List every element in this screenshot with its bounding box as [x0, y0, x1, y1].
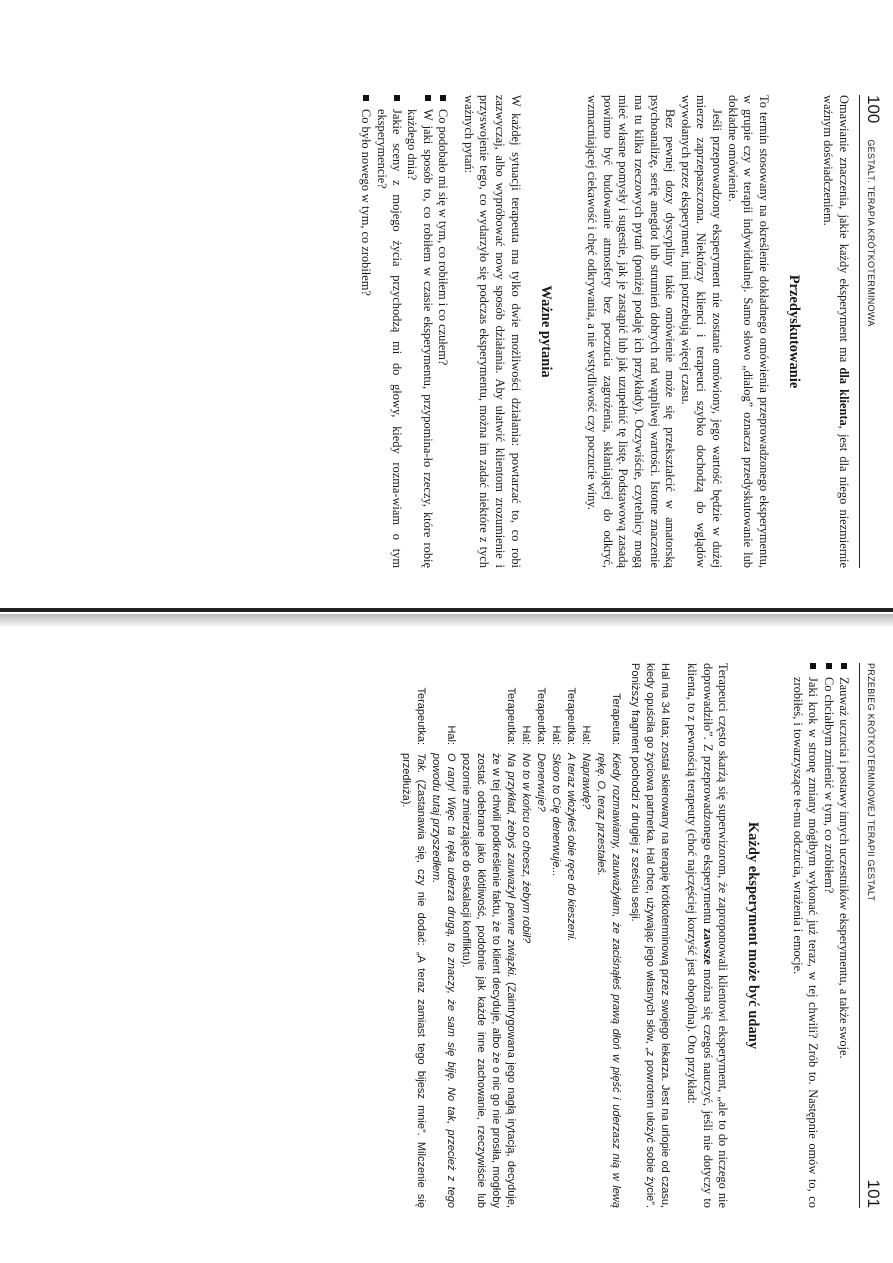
paragraph: To termin stosowany na określenie dokładnego omówienia przeprowadzonego eksperymentu, w grupie czy w terapii indywidualnej. Samo słowo „dialog” oznacza przedyskutowanie lub dokładne omówienie. [725, 95, 771, 568]
bullet-icon [841, 663, 847, 669]
dialogue-speaker: Terapeutka: [534, 687, 547, 745]
section-heading-wazne-pytania: Ważne pytania [537, 285, 554, 378]
list-item-text: Jakie sceny z mojego życia przychodzą mi do głowy, kiedy rozma-wiam o tym eksperymencie? [374, 109, 405, 568]
page-number: 101 [864, 1179, 883, 1208]
left-page-header [859, 95, 883, 568]
dialogue-speaker: Hal: [519, 725, 532, 745]
paragraph: Bez pewnej dozy dyscypliny takie omówienie może się przekształcić w amatorską psychoanalizę, serię anegdot lub strumień dobrych rad wątpliwej wartości. Istotne znaczenie ma tu kilka rzeczowych pytań (poniżej podaję ich przykłady). Oczywiście, czytelnicy mogą mieć własne pomysły i sugestie, jak je zastąpić lub jak uzupełnić tę listę. Podstawową zasadą powinno być budowanie atmosfery bez poczucia zagrożenia, skłaniającej do odkryć, wzmacniającej ciekawość i chęć odkrywania, a nie wstydliwość czy poczucie winy. [585, 95, 678, 568]
dialogue-line [548, 663, 563, 1208]
dialogue-speaker: Terapeuta: [609, 693, 622, 745]
dialogue-line [398, 663, 428, 1208]
dialogue-line [533, 663, 548, 1208]
spine-shadow [0, 614, 893, 628]
bullet-icon [810, 663, 816, 669]
list-item-text: Jaki krok w stronę zmiany mógłbym wykonać już teraz, w tej chwili? Zrób to. Następnie omów to, co zrobiłeś, i towarzyszące te-mu odczucia, wrażenia i emocje. [790, 677, 821, 1208]
dialogue-speaker: Hal: [444, 725, 457, 745]
dialogue-line [563, 663, 578, 1208]
paragraph-bold: zawsze [700, 928, 715, 965]
question-list [358, 95, 450, 568]
bullet-icon [363, 95, 369, 101]
utterance-italic: Tak. [414, 753, 427, 774]
question-list-continued [789, 663, 851, 1208]
list-item-text: Zauważ uczucia i postawy innych uczestników eksperymentu, a także swoje. [837, 677, 851, 1059]
book-spine [0, 608, 893, 612]
dialogue-line [458, 663, 518, 1208]
dialogue-speaker: Hal: [549, 725, 562, 745]
right-page-header [859, 663, 883, 1208]
running-title: GESTALT. TERAPIA KRÓTKOTERMINOWA [866, 139, 876, 327]
list-item [435, 95, 450, 568]
intro-paragraph [820, 95, 851, 568]
dialogue-line [518, 663, 533, 1208]
dialogue-utterance: Naprawdę? [579, 753, 592, 810]
intro-text-1: Omawianie znaczenia, jakie każdy eksperyment ma [837, 95, 851, 368]
dialogue-line [593, 663, 623, 1208]
paragraph-text: Terapeuci często skarżą się superwizorom, że zaproponowali klientowi eksperyment, „ale to do niczego nie doprowadziło”. Z przeprowadzonego eksperymentu [700, 663, 731, 1208]
dialogue-utterance: Denerwuje? [534, 753, 547, 812]
list-item-text: Co podobało mi się w tym, co robiłem i co czułem? [436, 109, 451, 366]
intro-text-2: , jest dla niego niezmiernie ważnym doświadczeniem. [821, 95, 851, 568]
dialogue-speaker: Terapeutka: [564, 687, 577, 745]
right-page [0, 633, 893, 1263]
list-item [373, 95, 404, 568]
list-item [820, 663, 835, 1208]
paragraph: Jeśli przeprowadzony eksperyment nie zostanie omówiony, jego wartość będzie w dużej mierze zaprzepaszczona. Niektórzy klienci i terapeuci szybko dochodzą do wglądów wywołanych przez eksperyment, inni potrzebują więcej czasu. [678, 95, 725, 568]
dialogue-line [578, 663, 593, 1208]
list-item [404, 95, 435, 568]
dialogue-utterance: No to w końcu co chcesz, żebym robił? [519, 753, 532, 944]
intro-bold: dla klienta [837, 367, 851, 426]
paragraph: W każdej sytuacji terapeuta ma tylko dwie możliwości działania: powtarzać to, co robi zazwyczaj, albo wypróbować nowy sposób działania. Aby ułatwić klientom zrozumienie i przyswojenie tego, co wydarzyło się podczas eksperymentu, można im zadać niektóre z tych ważnych pytań: [461, 95, 523, 568]
paragraph-text: można się czegoś nauczyć, jeśli nie dotyczy to klienta, to z pewnością terapeuty (choć najczęściej korzyść jest obopólna). Oto przykład: [685, 663, 715, 1208]
case-description: Hal ma 34 lata; został skierowany na terapię krótkoterminową przez swojego lekarza. Jest na urlopie od czasu, kiedy opuściła go życiowa partnerka. Hal chce, używając jego własnych słów, „z powrotem ułożyć sobie życie”. Poniższy fragment pochodzi z drugiej z sześciu sesji. [628, 663, 671, 1208]
list-item [836, 663, 851, 1208]
dialogue-utterance: A teraz włożyłeś obie ręce do kieszeni. [564, 753, 577, 942]
bullet-icon [826, 663, 832, 669]
bullet-icon [425, 95, 431, 101]
dialogue-speaker: Terapeutka: [414, 687, 427, 745]
list-item-text: Co chciałbym zmienić w tym, co zrobiłem? [821, 677, 836, 894]
utterance-italic: Na przykład, żebyś zauważył pewne związki. [504, 753, 517, 978]
bullet-icon [440, 95, 446, 101]
dialogue-utterance: Kiedy rozmawiamy, zauważyłam, że zaciśnąłeś prawą dłoń w pięść i uderzasz nią w lewą rękę. O, teraz przestałeś. [594, 753, 622, 1208]
list-item [358, 95, 373, 568]
dialogue-line [428, 663, 458, 1208]
list-item-text: Co było nowego w tym, co zrobiłem? [359, 109, 374, 296]
bullet-icon [394, 95, 400, 101]
dialogue-utterance: O rany! Więc ta ręka uderza drugą, to znaczy, że sam się biję. No tak, przecież z tego powodu tutaj przyszedłem. [429, 753, 457, 1208]
section-heading-kazdy-eksperyment: Każdy eksperyment może być udany [745, 821, 762, 1050]
dialogue-utterance [458, 753, 518, 1208]
utterance-note: (Zastanawia się, czy nie dodać: „A teraz zamiast tego bijesz mnie”. Milczenie się przedłuża). [399, 753, 427, 1208]
left-page [0, 0, 893, 600]
running-title: PRZEBIEG KRÓTKOTERMINOWEJ TERAPII GESTALT [866, 663, 876, 902]
dialogue-speaker: Terapeutka: [504, 687, 517, 745]
page-number: 100 [864, 95, 883, 124]
paragraph [684, 663, 731, 1208]
section-heading-przedyskutowanie: Przedyskutowanie [785, 274, 802, 389]
therapy-dialogue [398, 663, 623, 1208]
dialogue-speaker: Hal: [579, 725, 592, 745]
utterance-note: (Zaintrygowana jego nagłą irytacją, decyduje, że w tej chwili podkreślenie faktu, że to klient decyduje, albo że o nic go nie prosiła, mogłoby zostać odebrane jako kłótliwość, podobnie jak każde inne zachowanie, rzeczywiście lub pozornie zmierzające do eskalacji konfliktu). [459, 753, 517, 1208]
dialogue-utterance [398, 753, 428, 1208]
dialogue-utterance: Skoro to Cię denerwuje... [549, 753, 562, 877]
list-item-text: W jaki sposób to, co robiłem w czasie eksperymentu, przypomina-ło rzeczy, które robię każdego dnia? [405, 109, 435, 568]
list-item [789, 663, 820, 1208]
